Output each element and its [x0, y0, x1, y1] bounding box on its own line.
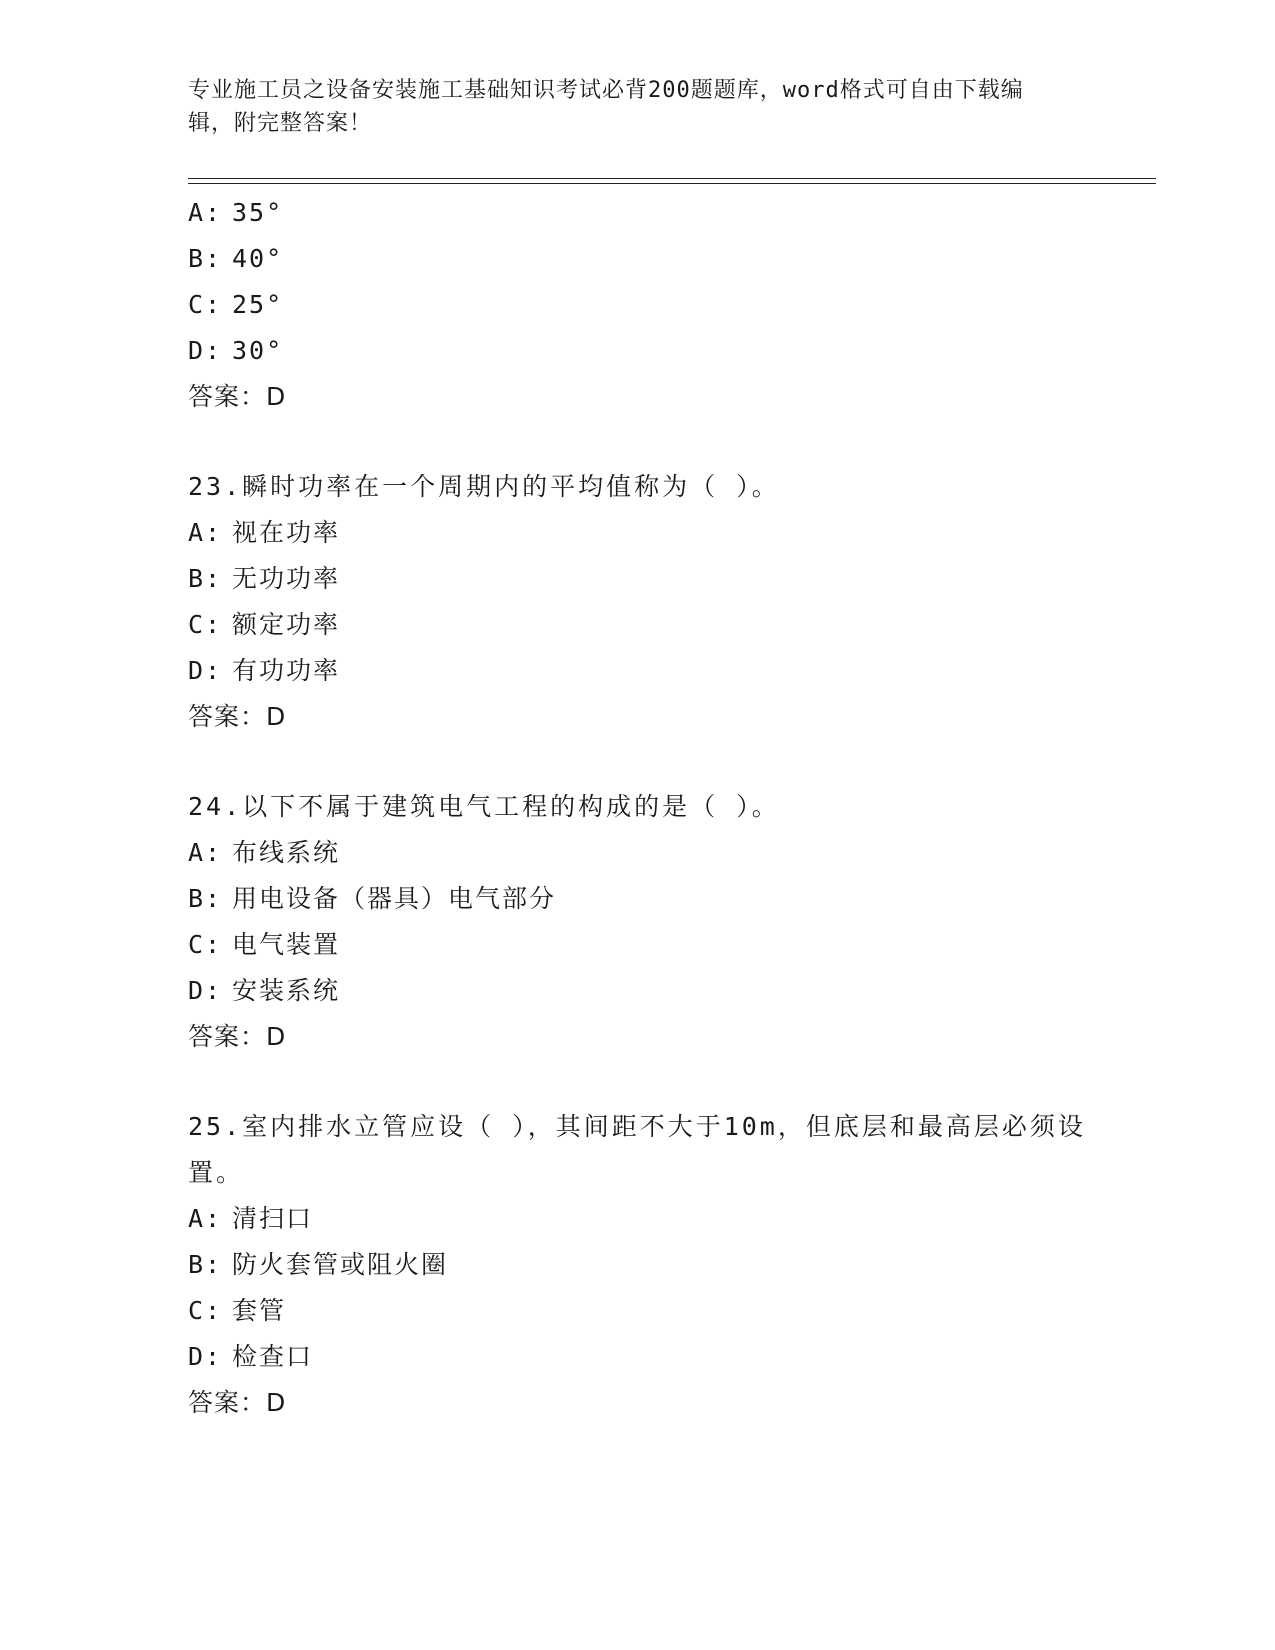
answer-line: 答案：D [188, 382, 287, 411]
answer-line: 答案：D [188, 1388, 287, 1417]
header-divider-top [188, 178, 1156, 179]
option-a: A: 视在功率 [188, 518, 341, 547]
question-stem: 24.以下不属于建筑电气工程的构成的是（ ）。 [188, 792, 780, 821]
option-b: B: 40° [188, 244, 284, 273]
spacer [188, 420, 1108, 464]
document-header: 专业施工员之设备安装施工基础知识考试必背200题题库，word格式可自由下载编辑，附完整答案！ [188, 78, 1024, 136]
option-a: A: 35° [188, 198, 284, 227]
spacer [188, 740, 1108, 784]
option-d: D: 检查口 [188, 1342, 314, 1371]
option-c: C: 额定功率 [188, 610, 341, 639]
spacer [188, 1060, 1108, 1104]
option-a: A: 布线系统 [188, 838, 341, 867]
header-divider-bottom [188, 183, 1156, 184]
question-24 [188, 784, 1108, 1060]
option-d: D: 有功功率 [188, 656, 341, 685]
question-23 [188, 464, 1108, 740]
option-c: C: 25° [188, 290, 284, 319]
option-d: D: 30° [188, 336, 284, 365]
option-b: B: 无功功率 [188, 564, 341, 593]
option-c: C: 套管 [188, 1296, 287, 1325]
option-a: A: 清扫口 [188, 1204, 314, 1233]
question-continued [188, 190, 1108, 420]
option-b: B: 用电设备（器具）电气部分 [188, 884, 557, 913]
answer-line: 答案：D [188, 1022, 287, 1051]
option-c: C: 电气装置 [188, 930, 341, 959]
option-b: B: 防火套管或阻火圈 [188, 1250, 449, 1279]
answer-line: 答案：D [188, 702, 287, 731]
question-list [188, 190, 1108, 1426]
question-stem: 23.瞬时功率在一个周期内的平均值称为（ ）。 [188, 472, 780, 501]
question-25 [188, 1104, 1108, 1426]
question-stem: 25.室内排水立管应设（ ），其间距不大于10m，但底层和最高层必须设置。 [188, 1112, 1086, 1187]
option-d: D: 安装系统 [188, 976, 341, 1005]
